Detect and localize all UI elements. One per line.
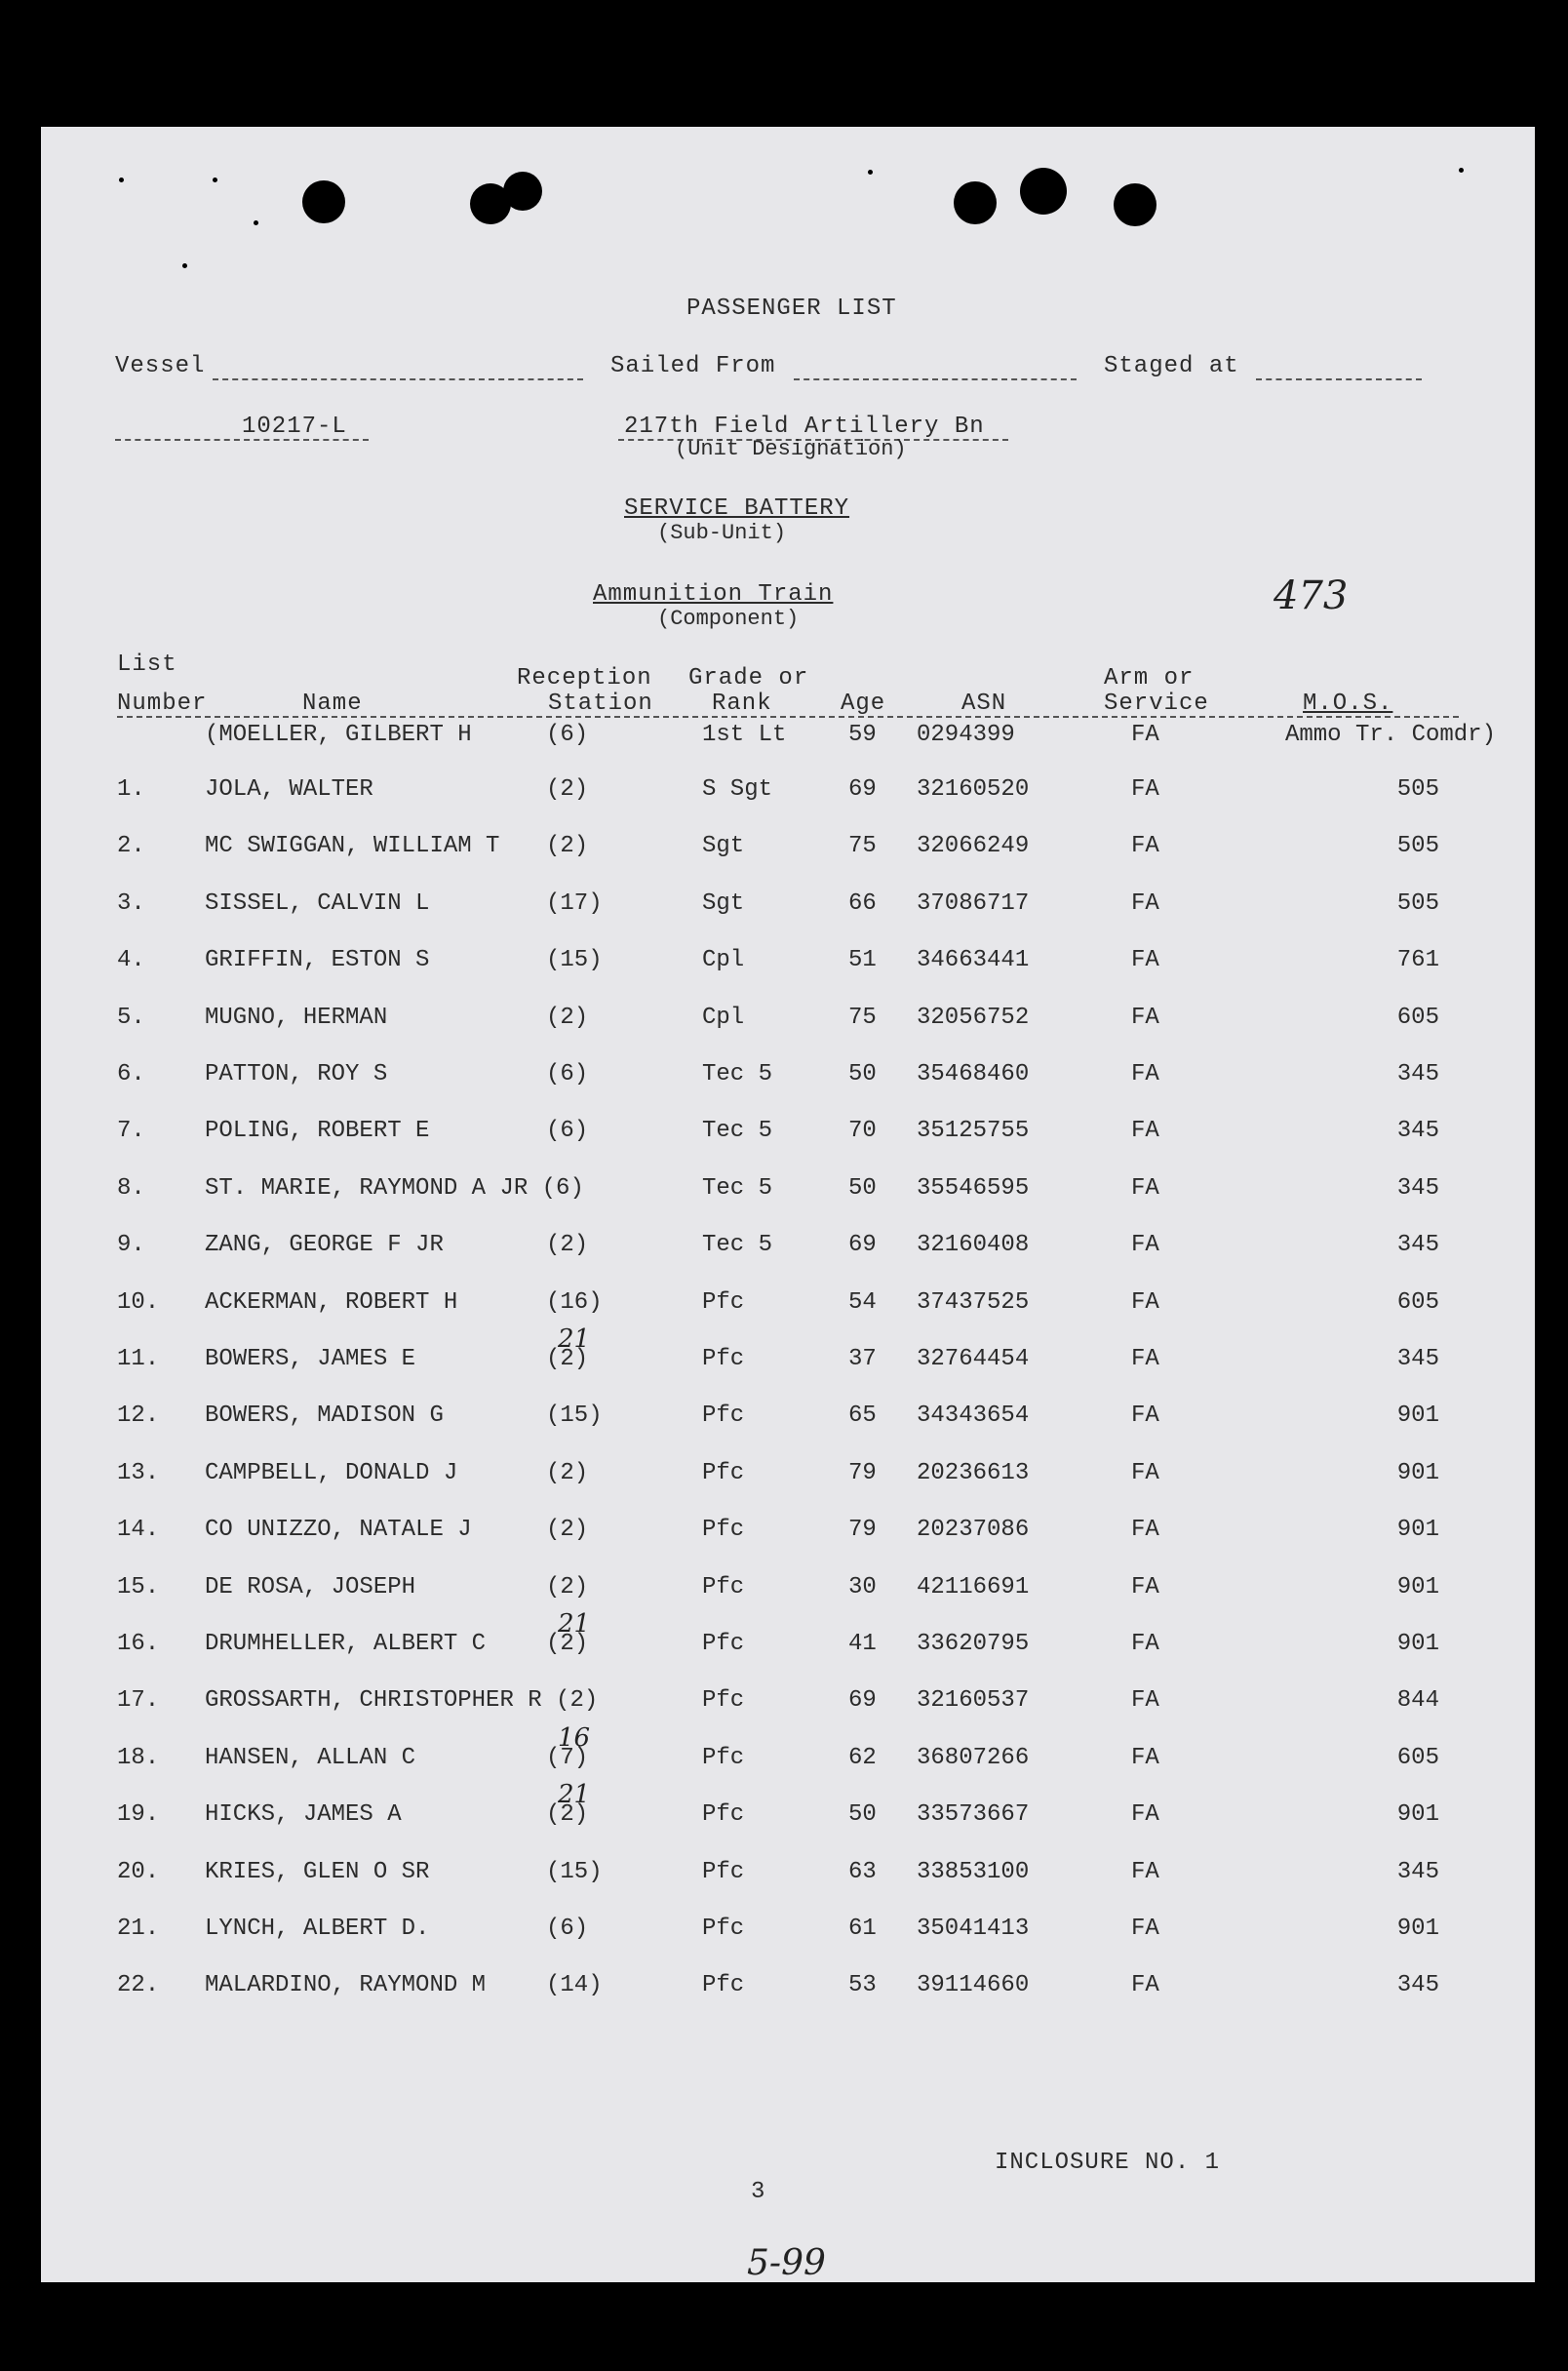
row-number: 3. [117,889,145,917]
row-number: 15. [117,1573,160,1600]
table-row [41,1324,1535,1379]
row-number: 18. [117,1744,160,1771]
row-grade: Pfc [702,1288,745,1316]
row-arm: FA [1131,833,1159,860]
row-reception: (6) [546,1118,589,1145]
row-mos: 345 [1396,1232,1439,1259]
row-mos: 844 [1396,1687,1439,1715]
row-name: HANSEN, ALLAN C [205,1744,416,1771]
table-row [41,1859,1535,1892]
speck [119,178,124,182]
row-arm: FA [1131,889,1159,917]
staged-at-blank [1256,378,1422,380]
row-mos: 605 [1396,1744,1439,1771]
row-name: BOWERS, MADISON G [205,1403,444,1430]
row-name: JOLA, WALTER [205,776,373,803]
row-name: CO UNIZZO, NATALE J [205,1517,472,1544]
row-name: KRIES, GLEN O SR [205,1858,430,1885]
row-handwritten-note: 16 [558,1722,591,1753]
row-mos: 901 [1396,1573,1439,1600]
row-reception: (15) [546,1403,603,1430]
row-reception: (2) [546,1459,589,1486]
speck [868,170,873,175]
row-number: 10. [117,1288,160,1316]
row-arm: FA [1131,1744,1159,1771]
row-name: DE ROSA, JOSEPH [205,1573,416,1600]
document-page [41,127,1535,2282]
row-number: 11. [117,1346,160,1372]
row-arm: FA [1131,1174,1159,1202]
commander-asn: 0294399 [917,722,1015,748]
row-asn: 32056752 [917,1004,1030,1031]
row-mos: 901 [1396,1403,1439,1430]
row-asn: 37086717 [917,889,1030,917]
row-asn: 42116691 [917,1573,1030,1600]
row-number: 12. [117,1403,160,1430]
row-reception: (2) [546,1232,589,1259]
row-number: 22. [117,1972,160,1999]
row-asn: 33620795 [917,1631,1030,1657]
row-mos: 345 [1396,1118,1439,1145]
row-age: 79 [848,1459,877,1486]
row-mos: 345 [1396,1972,1439,1999]
commander-name: (MOELLER, GILBERT H [205,722,472,748]
row-reception: (17) [546,889,603,917]
row-age: 75 [848,1004,877,1031]
punch-hole-5 [1020,168,1067,215]
row-mos: 345 [1396,1346,1439,1372]
row-grade: Pfc [702,1459,745,1486]
row-number: 6. [117,1061,145,1087]
table-row [41,1403,1535,1436]
col-list-number-2: Number [117,691,208,717]
row-grade: Tec 5 [702,1118,773,1145]
row-reception: (14) [546,1972,603,1999]
row-asn: 35546595 [917,1174,1030,1202]
col-grade-2: Rank [712,691,772,717]
row-arm: FA [1131,1916,1159,1942]
row-mos: 901 [1396,1916,1439,1942]
row-name: SISSEL, CALVIN L [205,889,430,917]
row-name: ACKERMAN, ROBERT H [205,1288,458,1316]
speck [213,178,217,182]
row-number: 4. [117,947,145,974]
row-mos: 605 [1396,1288,1439,1316]
component-caption: (Component) [657,607,800,631]
table-row [41,947,1535,980]
col-asn: ASN [961,691,1007,717]
commander-arm: FA [1131,722,1159,748]
row-reception: (15) [546,1858,603,1885]
row-mos: 761 [1396,947,1439,974]
row-age: 66 [848,889,877,917]
row-reception: (2) [546,776,589,803]
table-row [41,1005,1535,1038]
commander-mos: Ammo Tr. Comdr) [1284,722,1496,748]
table-row [41,1780,1535,1835]
row-age: 65 [848,1403,877,1430]
row-number: 13. [117,1459,160,1486]
row-name: MUGNO, HERMAN [205,1004,388,1031]
table-row [41,776,1535,810]
col-list-number-1: List [117,652,177,678]
row-grade: Pfc [702,1858,745,1885]
row-grade: Pfc [702,1403,745,1430]
row-name: LYNCH, ALBERT D. [205,1916,430,1942]
row-arm: FA [1131,1517,1159,1544]
row-reception: (2) [546,1346,589,1372]
row-number: 8. [117,1174,145,1202]
row-age: 50 [848,1174,877,1202]
table-row [41,890,1535,924]
vessel-blank [213,378,583,380]
row-age: 63 [848,1858,877,1885]
row-grade: Pfc [702,1744,745,1771]
row-name: MALARDINO, RAYMOND M [205,1972,487,1999]
shipment-number: 10217-L [242,414,347,440]
row-asn: 32160537 [917,1687,1030,1715]
table-row [41,1118,1535,1151]
row-name: ST. MARIE, RAYMOND A JR (6) [205,1174,584,1202]
row-mos: 605 [1396,1004,1439,1031]
col-arm-1: Arm or [1104,665,1195,692]
row-grade: Pfc [702,1573,745,1600]
row-mos: 505 [1396,889,1439,917]
row-number: 21. [117,1916,160,1942]
row-age: 50 [848,1061,877,1087]
row-arm: FA [1131,1004,1159,1031]
bottom-note: 5-99 [747,2243,826,2283]
row-grade: Tec 5 [702,1174,773,1202]
row-grade: Pfc [702,1631,745,1657]
row-mos: 345 [1396,1061,1439,1087]
row-asn: 20237086 [917,1517,1030,1544]
row-arm: FA [1131,1858,1159,1885]
footer-page-number: 3 [751,2179,766,2205]
row-reception: (2) [546,1004,589,1031]
document-title: PASSENGER LIST [686,296,897,322]
row-mos: 901 [1396,1631,1439,1657]
col-reception-1: Reception [517,665,652,692]
row-arm: FA [1131,1232,1159,1259]
row-handwritten-note: 21 [558,1324,591,1354]
row-asn: 37437525 [917,1288,1030,1316]
speck [182,263,187,268]
row-number: 16. [117,1631,160,1657]
row-asn: 33853100 [917,1858,1030,1885]
row-age: 69 [848,1687,877,1715]
table-row [41,1460,1535,1493]
row-mos: 345 [1396,1174,1439,1202]
col-reception-2: Station [548,691,653,717]
row-asn: 36807266 [917,1744,1030,1771]
row-age: 70 [848,1118,877,1145]
row-age: 53 [848,1972,877,1999]
row-grade: Pfc [702,1801,745,1829]
row-handwritten-note: 21 [558,1609,591,1639]
commander-reception: (6) [546,722,589,748]
table-row [41,833,1535,866]
row-asn: 39114660 [917,1972,1030,1999]
row-handwritten-note: 21 [558,1780,591,1810]
col-age: Age [841,691,886,717]
row-reception: (6) [546,1916,589,1942]
row-number: 7. [117,1118,145,1145]
row-age: 69 [848,1232,877,1259]
sailed-from-label: Sailed From [610,353,776,379]
row-asn: 34663441 [917,947,1030,974]
row-grade: Sgt [702,889,745,917]
row-number: 19. [117,1801,160,1829]
col-mos: M.O.S. [1303,691,1393,717]
row-arm: FA [1131,776,1159,803]
row-asn: 32764454 [917,1346,1030,1372]
row-name: ZANG, GEORGE F JR [205,1232,444,1259]
row-age: 69 [848,776,877,803]
row-reception: (15) [546,947,603,974]
row-arm: FA [1131,1801,1159,1829]
row-reception: (16) [546,1288,603,1316]
row-asn: 35468460 [917,1061,1030,1087]
row-number: 9. [117,1232,145,1259]
row-mos: 505 [1396,833,1439,860]
row-age: 54 [848,1288,877,1316]
row-asn: 20236613 [917,1459,1030,1486]
table-row [41,1289,1535,1323]
row-name: MC SWIGGAN, WILLIAM T [205,833,500,860]
row-age: 79 [848,1517,877,1544]
table-row [41,1609,1535,1664]
table-row [41,1574,1535,1607]
row-name: GRIFFIN, ESTON S [205,947,430,974]
row-asn: 32160520 [917,776,1030,803]
row-number: 20. [117,1858,160,1885]
punch-hole-4 [954,181,997,224]
staged-at-label: Staged at [1104,353,1239,379]
row-mos: 901 [1396,1517,1439,1544]
row-asn: 35041413 [917,1916,1030,1942]
punch-hole-1 [302,180,345,223]
row-number: 2. [117,833,145,860]
table-row [41,1687,1535,1720]
row-mos: 901 [1396,1801,1439,1829]
row-name: BOWERS, JAMES E [205,1346,416,1372]
row-arm: FA [1131,1288,1159,1316]
row-reception: (6) [546,1061,589,1087]
row-reception: (2) [546,833,589,860]
row-number: 1. [117,776,145,803]
commander-grade: 1st Lt [702,722,787,748]
sub-unit: SERVICE BATTERY [624,495,850,522]
row-age: 62 [848,1744,877,1771]
row-age: 50 [848,1801,877,1829]
row-arm: FA [1131,1346,1159,1372]
row-age: 75 [848,833,877,860]
row-mos: 505 [1396,776,1439,803]
row-grade: Tec 5 [702,1061,773,1087]
row-grade: Pfc [702,1916,745,1942]
commander-age: 59 [848,722,877,748]
table-row [41,1722,1535,1778]
row-arm: FA [1131,947,1159,974]
sub-unit-caption: (Sub-Unit) [657,521,787,545]
row-arm: FA [1131,1459,1159,1486]
unit-designation: 217th Field Artillery Bn [624,414,985,440]
row-asn: 34343654 [917,1403,1030,1430]
row-asn: 35125755 [917,1118,1030,1145]
punch-hole-3 [503,172,542,211]
table-row [41,1232,1535,1265]
row-grade: Cpl [702,947,745,974]
table-row [41,1517,1535,1550]
row-name: DRUMHELLER, ALBERT C [205,1631,487,1657]
component: Ammunition Train [593,581,834,608]
row-grade: S Sgt [702,776,773,803]
row-name: CAMPBELL, DONALD J [205,1459,458,1486]
row-arm: FA [1131,1061,1159,1087]
row-name: POLING, ROBERT E [205,1118,430,1145]
col-arm-2: Service [1104,691,1209,717]
row-reception: (2) [546,1631,589,1657]
row-arm: FA [1131,1631,1159,1657]
row-reception: (2) [546,1517,589,1544]
footer-inclosure: INCLOSURE NO. 1 [995,2150,1221,2176]
row-grade: Pfc [702,1972,745,1999]
page-mark: 473 [1274,573,1349,618]
row-grade: Pfc [702,1687,745,1715]
row-grade: Pfc [702,1517,745,1544]
table-row [41,1972,1535,2005]
col-name: Name [302,691,363,717]
row-reception: (7) [546,1744,589,1771]
commander-row [41,722,1535,755]
table-row [41,1175,1535,1208]
speck [254,220,258,225]
row-asn: 32066249 [917,833,1030,860]
row-arm: FA [1131,1972,1159,1999]
row-arm: FA [1131,1118,1159,1145]
row-arm: FA [1131,1573,1159,1600]
row-asn: 32160408 [917,1232,1030,1259]
row-age: 61 [848,1916,877,1942]
row-mos: 345 [1396,1858,1439,1885]
table-row [41,1916,1535,1949]
header-rule [117,716,1459,718]
speck [1459,168,1464,173]
row-grade: Sgt [702,833,745,860]
sailed-from-blank [794,378,1077,380]
row-name: HICKS, JAMES A [205,1801,402,1829]
punch-hole-6 [1114,183,1156,226]
row-number: 14. [117,1517,160,1544]
row-grade: Pfc [702,1346,745,1372]
vessel-label: Vessel [115,353,206,379]
row-age: 30 [848,1573,877,1600]
row-reception: (2) [546,1801,589,1829]
row-name: PATTON, ROY S [205,1061,388,1087]
row-number: 17. [117,1687,160,1715]
row-grade: Cpl [702,1004,745,1031]
row-reception: (2) [546,1573,589,1600]
row-name: GROSSARTH, CHRISTOPHER R (2) [205,1687,599,1715]
row-mos: 901 [1396,1459,1439,1486]
row-grade: Tec 5 [702,1232,773,1259]
row-arm: FA [1131,1403,1159,1430]
row-age: 41 [848,1631,877,1657]
row-asn: 33573667 [917,1801,1030,1829]
table-row [41,1061,1535,1094]
row-number: 5. [117,1004,145,1031]
row-age: 37 [848,1346,877,1372]
row-arm: FA [1131,1687,1159,1715]
row-age: 51 [848,947,877,974]
col-grade-1: Grade or [688,665,809,692]
unit-caption: (Unit Designation) [675,437,907,461]
